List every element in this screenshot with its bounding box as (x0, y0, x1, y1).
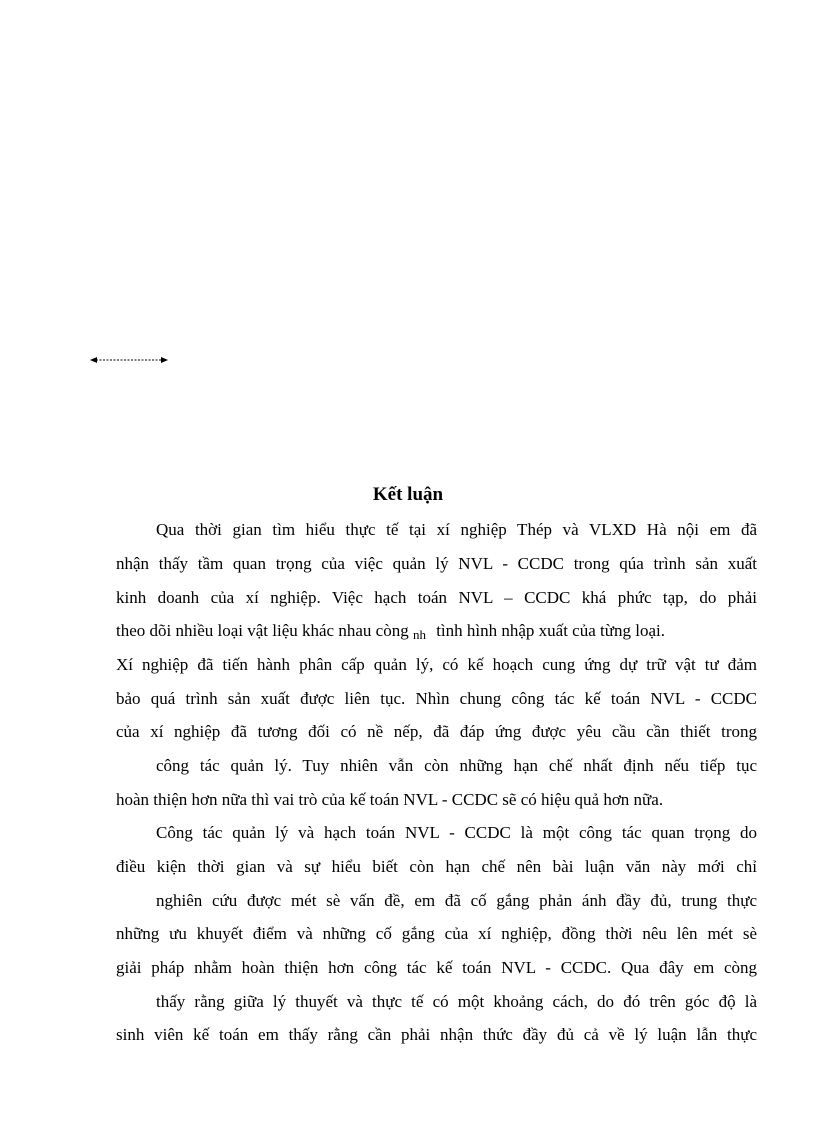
paragraph-line: những ưu khuyết điểm và những cố gắng của xí nghiệp, đồng thời nêu lên mét sè (116, 924, 757, 943)
paragraph-line: công tác quản lý. Tuy nhiên vẫn còn những hạn chế nhất định nếu tiếp tục (156, 756, 757, 775)
paragraph-line: của xí nghiệp đã tương đối có nề nếp, đã đáp ứng được yêu cầu cần thiết trong (116, 722, 757, 741)
paragraph-line: Xí nghiệp đã tiến hành phân cấp quản lý, có kế hoạch cung ứng dự trữ vật tư đảm (116, 655, 757, 674)
paragraph-line: điều kiện thời gian và sự hiểu biết còn hạn chế nên bài luận văn này mới chỉ (116, 857, 757, 876)
paragraph-line: kinh doanh của xí nghiệp. Việc hạch toán NVL – CCDC khá phức tạp, do phải (116, 588, 757, 607)
paragraph-line (116, 620, 757, 642)
paragraph-line: Công tác quản lý và hạch toán NVL - CCDC là một công tác quan trọng do (156, 823, 757, 842)
paragraph-line: hoàn thiện hơn nữa thì vai trò của kế toán NVL - CCDC sẽ có hiệu quả hơn nữa. (116, 790, 664, 809)
paragraph-line: thấy rằng giữa lý thuyết và thực tế có một khoảng cách, do đó trên góc độ là (156, 992, 757, 1011)
double-arrow-icon (90, 355, 168, 365)
line-segment: tình hình nhập xuất của từng loại. (436, 621, 665, 640)
paragraph-line: bảo quá trình sản xuất được liên tục. Nhìn chung công tác kế toán NVL - CCDC (116, 689, 757, 708)
subscript-fragment: nh (412, 627, 426, 642)
paragraph-line: Qua thời gian tìm hiểu thực tế tại xí nghiệp Thép và VLXD Hà nội em đã (156, 520, 757, 539)
line-segment: theo dõi nhiều loại vật liệu khác nhau còng (116, 621, 409, 640)
paragraph-line: sinh viên kế toán em thấy rằng cần phải nhận thức đầy đủ cả về lý luận lẫn thực (116, 1025, 757, 1044)
paragraph-line: nhận thấy tầm quan trọng của việc quản lý NVL - CCDC trong qúa trình sản xuất (116, 554, 757, 573)
paragraph-line: nghiên cứu được mét sè vấn đề, em đã cố gắng phản ánh đầy đủ, trung thực (156, 891, 757, 910)
page-title: Kết luận (372, 484, 444, 505)
paragraph-line: giải pháp nhằm hoàn thiện hơn công tác kế toán NVL - CCDC. Qua đây em còng (116, 958, 757, 977)
